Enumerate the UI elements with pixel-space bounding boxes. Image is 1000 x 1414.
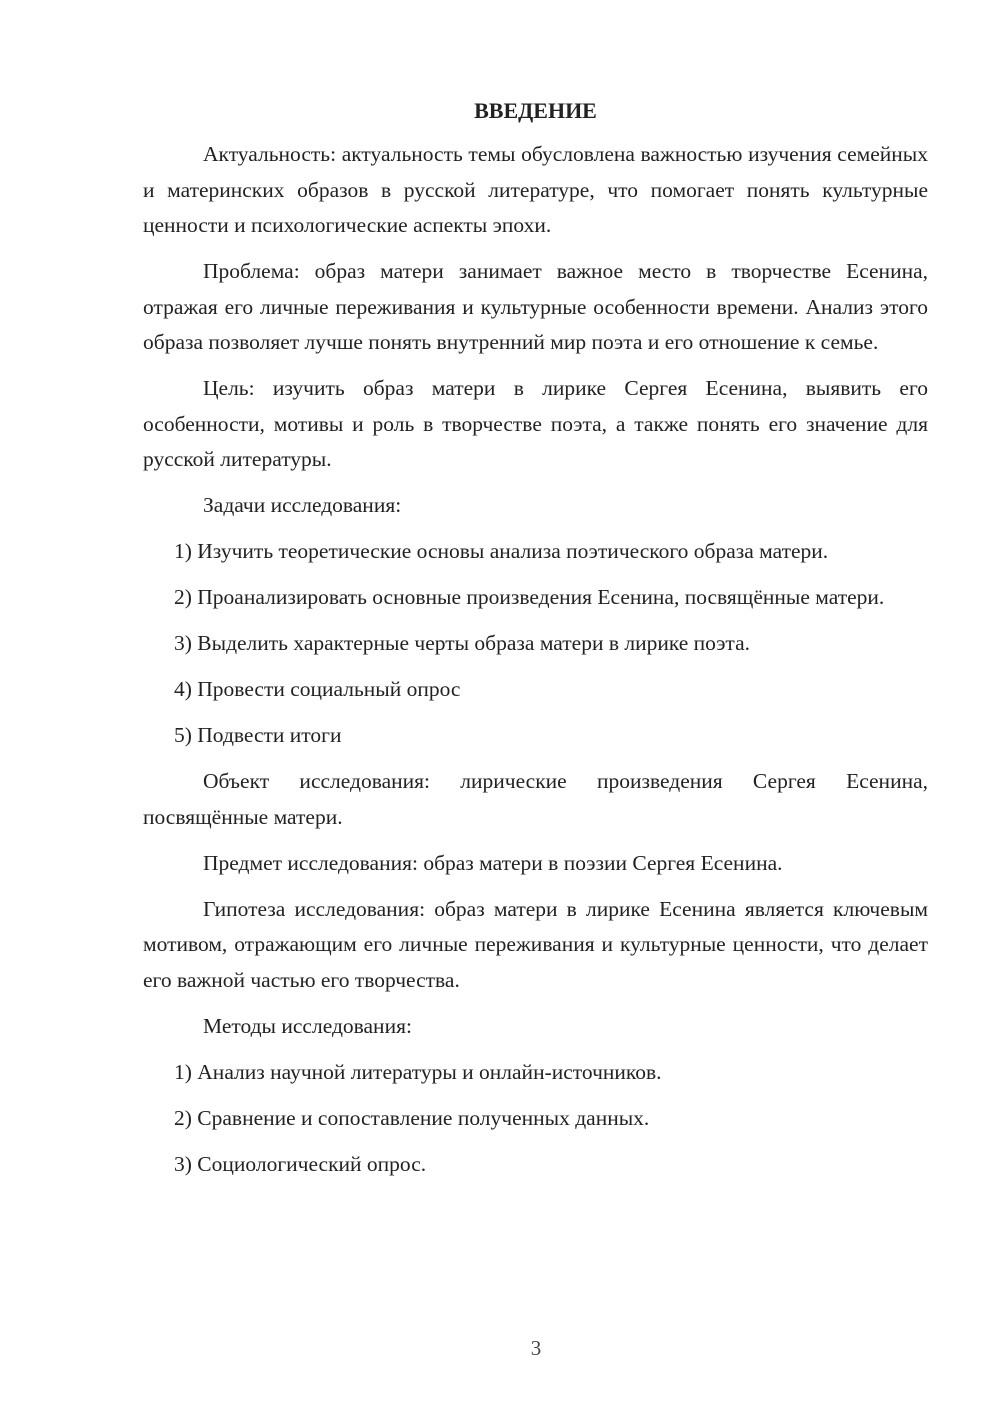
- problem-paragraph: Проблема: образ матери занимает важное место в творчестве Есенина, отражая его личные переживания и культурные особенности времени. Анализ этого образа позволяет лучше понять внутренний мир поэта и его отношение к семье.: [143, 259, 928, 354]
- task-item: 5) Подвести итоги: [174, 723, 342, 747]
- methods-heading: Методы исследования:: [203, 1013, 412, 1038]
- task-item: 1) Изучить теоретические основы анализа поэтического образа матери.: [174, 539, 829, 563]
- tasks-heading: Задачи исследования:: [203, 493, 402, 517]
- task-item: 4) Провести социальный опрос: [174, 677, 461, 701]
- page-content: [143, 96, 928, 1193]
- subject-paragraph: Предмет исследования: образ матери в поэзии Сергея Есенина.: [203, 850, 783, 875]
- task-item: 2) Проанализировать основные произведения Есенина, посвящённые матери.: [174, 585, 885, 609]
- relevance-paragraph: Актуальность: актуальность темы обусловлена важностью изучения семейных и материнских образов в русской литературе, что помогает понять культурные ценности и психологические аспекты эпохи.: [143, 142, 928, 237]
- goal-paragraph: Цель: изучить образ матери в лирике Сергея Есенина, выявить его особенности, мотивы и роль в творчестве поэта, а также понять его значение для русской литературы.: [143, 376, 928, 471]
- hypothesis-paragraph: Гипотеза исследования: образ матери в лирике Есенина является ключевым мотивом, отражающим его личные переживания и культурные ценности, что делает его важной частью его творчества.: [143, 896, 928, 992]
- method-item: 1) Анализ научной литературы и онлайн-источников.: [174, 1059, 662, 1084]
- object-paragraph: Объект исследования: лирические произведения Сергея Есенина, посвящённые матери.: [143, 769, 928, 829]
- task-item: 3) Выделить характерные черты образа матери в лирике поэта.: [174, 631, 750, 655]
- page-number: 3: [530, 1336, 542, 1360]
- method-item: 3) Социологический опрос.: [174, 1151, 427, 1176]
- section-heading: ВВЕДЕНИЕ: [474, 98, 597, 123]
- method-item: 2) Сравнение и сопоставление полученных данных.: [174, 1105, 650, 1130]
